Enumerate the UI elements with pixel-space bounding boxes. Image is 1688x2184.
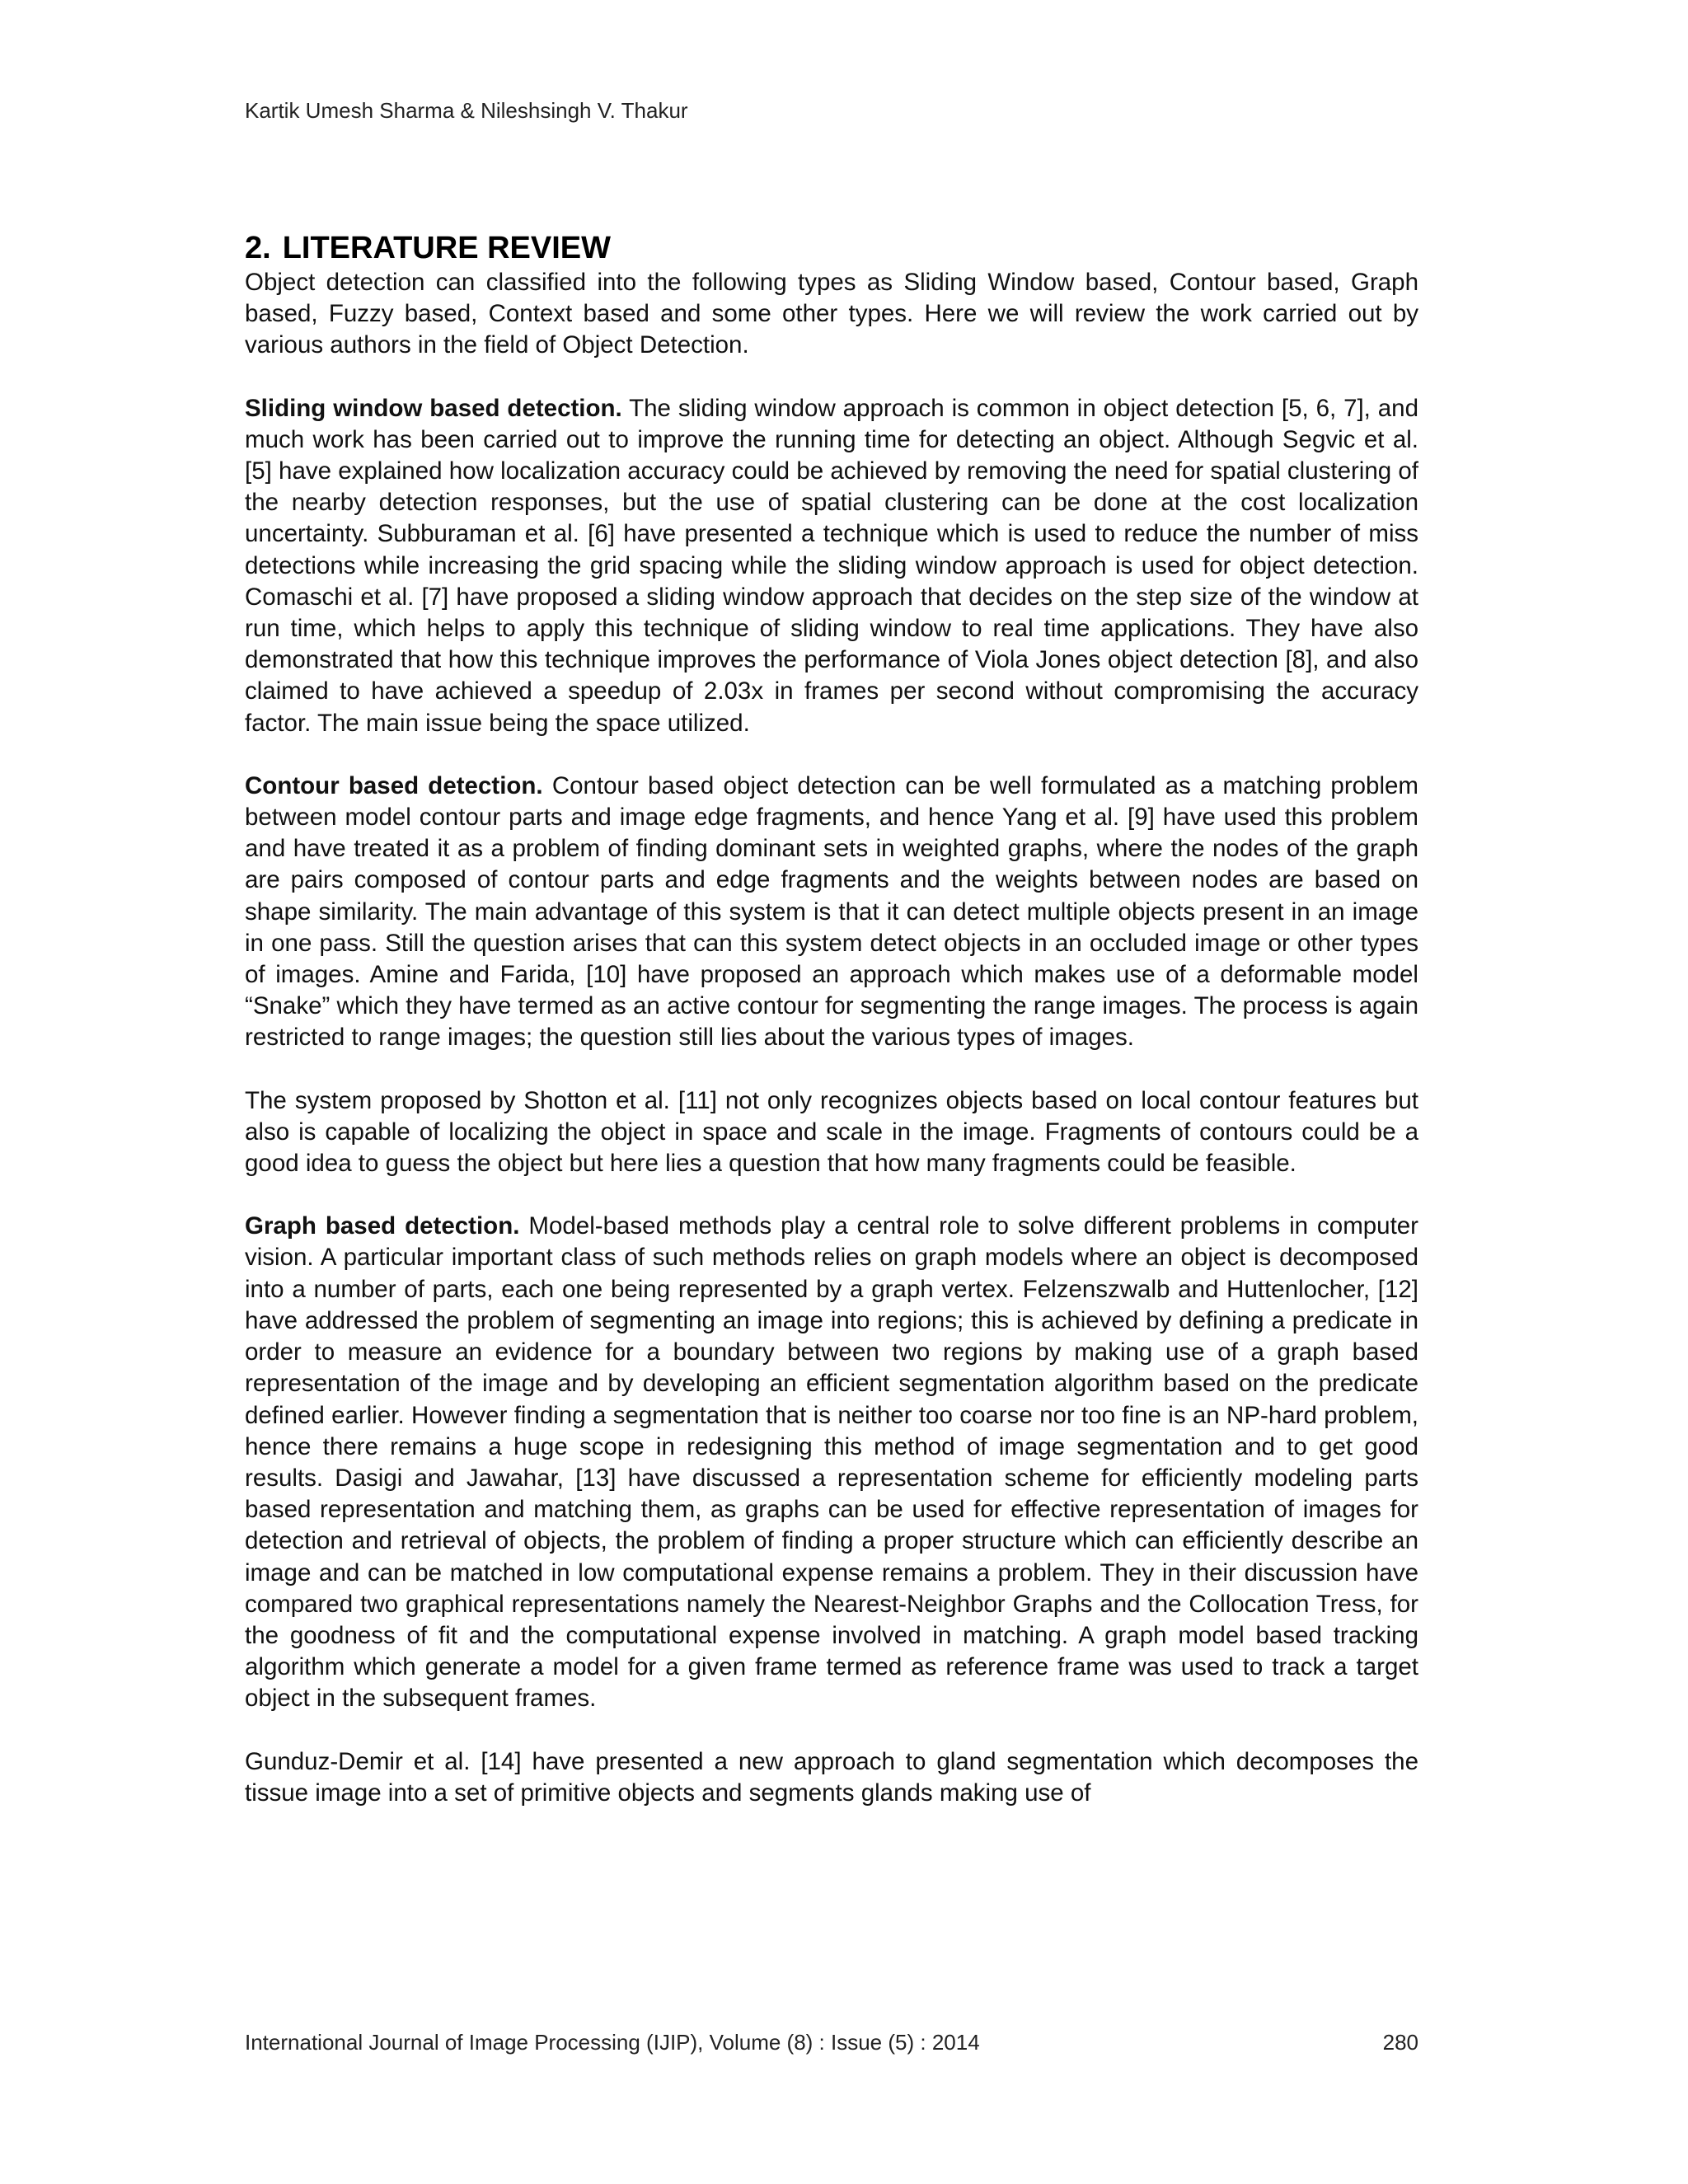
paragraph-intro: Object detection can classified into the following types as Sliding Window based, Contour based, Graph based, Fuzzy based, Context based and some other types. Here we will review the work carried out by various authors in the field of Object Detection.	[245, 269, 1418, 359]
paragraph-body-sliding: The sliding window approach is common in object detection [5, 6, 7], and much work has been carried out to improve the running time for detecting an object. Although Segvic et al. [5] have explained how localization accuracy could be achieved by removing the need for spatial clustering of the nearby detection responses, but the use of spatial clustering can be done at the cost localization uncertainty. Subburaman et al. [6] have presented a technique which is used to reduce the number of miss detections while increasing the grid spacing while the sliding window approach is used for object detection. Comaschi et al. [7] have proposed a sliding window approach that decides on the step size of the window at run time, which helps to apply this technique of sliding window to real time applications. They have also demonstrated that how this technique improves the performance of Viola Jones object detection [8], and also claimed to have achieved a speedup of 2.03x in frames per second without compromising the accuracy factor. The main issue being the space utilized.	[245, 394, 1419, 737]
paragraph-lead-sliding: Sliding window based detection.	[245, 394, 622, 422]
footer-journal: International Journal of Image Processing (IJIP), Volume (8) : Issue (5) : 2014	[245, 2030, 980, 2055]
paragraph-gunduz: Gunduz-Demir et al. [14] have presented a new approach to gland segmentation which decomposes the tissue image into a set of primitive objects and segments glands making use of	[245, 1747, 1418, 1807]
section-heading	[245, 229, 1418, 267]
paragraph-sliding-window	[245, 393, 1418, 739]
section-number: 2.	[245, 231, 271, 265]
paragraph-graph	[245, 1211, 1418, 1714]
paragraph-contour	[245, 771, 1418, 1054]
paragraph-shotton: The system proposed by Shotton et al. [11] not only recognizes objects based on local contour features but also is capable of localizing the object in space and scale in the image. Fragments of contours could be a good idea to guess the object but here lies a question that how many fragments could be feasible.	[245, 1086, 1418, 1178]
running-header: Kartik Umesh Sharma & Nileshsingh V. Thakur	[245, 98, 688, 123]
paragraph-lead-graph: Graph based detection.	[245, 1212, 520, 1240]
paragraph-lead-contour: Contour based detection.	[245, 771, 543, 799]
paragraph-body-graph: Model-based methods play a central role to solve different problems in computer vision. A particular important class of such methods relies on graph models where an object is decomposed into a number of parts, each one being represented by a graph vertex. Felzenszwalb and Huttenlocher, [12] have addressed the problem of segmenting an image into regions; this is achieved by defining a predicate in order to measure an evidence for a boundary between two regions by making use of a graph based representation of the image and by developing an efficient segmentation algorithm based on the predicate defined earlier. However finding a segmentation that is neither too coarse nor too fine is an NP-hard problem, hence there remains a huge scope in redesigning this method of image segmentation and to get good results. Dasigi and Jawahar, [13] have discussed a representation scheme for efficiently modeling parts based representation and matching them, as graphs can be used for effective representation of images for detection and retrieval of objects, the problem of finding a proper structure which can efficiently describe an image and can be matched in low computational expense remains a problem. They in their discussion have compared two graphical representations namely the Nearest-Neighbor Graphs and the Collocation Tress, for the goodness of fit and the computational expense involved in matching. A graph model based tracking algorithm which generate a model for a given frame termed as reference frame was used to track a target object in the subsequent frames.	[245, 1212, 1419, 1713]
paragraph-body-contour: Contour based object detection can be well formulated as a matching problem between model contour parts and image edge fragments, and hence Yang et al. [9] have used this problem and have treated it as a problem of finding dominant sets in weighted graphs, where the nodes of the graph are pairs composed of contour parts and edge fragments and the weights between nodes are based on shape similarity. The main advantage of this system is that it can detect multiple objects present in an image in one pass. Still the question arises that can this system detect objects in an occluded image or other types of images. Amine and Farida, [10] have proposed an approach which makes use of a deformable model “Snake” which they have termed as an active contour for segmenting the range images. The process is again restricted to range images; the question still lies about the various types of images.	[245, 771, 1418, 1052]
running-footer	[245, 2029, 1418, 2055]
section-title: LITERATURE REVIEW	[282, 231, 611, 265]
footer-page-number: 280	[1382, 2030, 1418, 2055]
main-content	[245, 229, 1418, 1840]
